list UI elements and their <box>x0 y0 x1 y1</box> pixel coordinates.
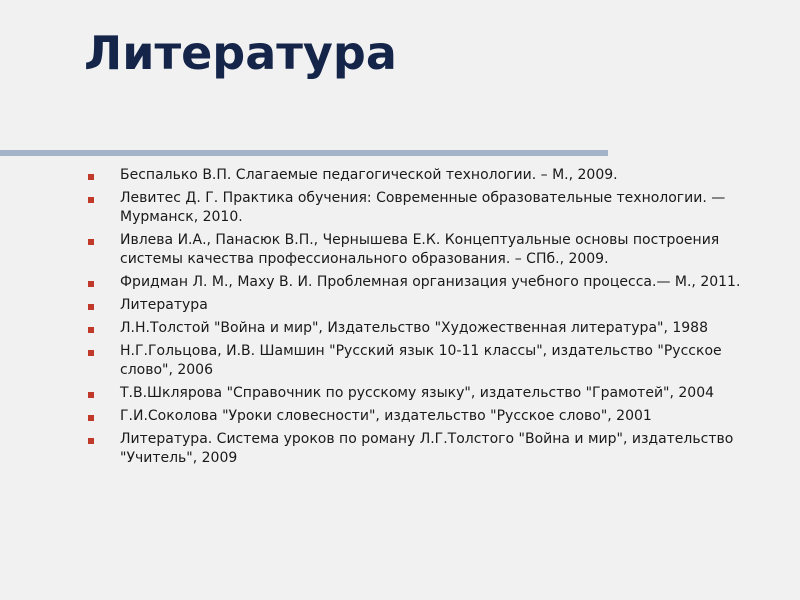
list-item <box>88 430 768 468</box>
list-item <box>88 231 768 269</box>
square-bullet-icon <box>88 350 94 356</box>
list-item-text: Т.В.Шклярова "Справочник по русскому языку", издательство "Грамотей", 2004 <box>120 385 715 401</box>
list-item-text: Л.Н.Толстой "Война и мир", Издательство "Художественная литература", 1988 <box>120 320 708 336</box>
bibliography-list <box>88 166 768 472</box>
square-bullet-icon <box>88 304 94 310</box>
list-item <box>88 273 768 292</box>
list-item <box>88 407 768 426</box>
list-item <box>88 296 768 315</box>
list-item-text: Н.Г.Гольцова, И.В. Шамшин "Русский язык 10-11 классы", издательство "Русское слово", 2006 <box>120 343 722 378</box>
list-item-text: Фридман Л. М., Маху В. И. Проблемная организация учебного процесса.— М., 2011. <box>120 274 741 290</box>
square-bullet-icon <box>88 239 94 245</box>
list-item-text: Беспалько В.П. Слагаемые педагогической технологии. – М., 2009. <box>120 167 618 183</box>
square-bullet-icon <box>88 327 94 333</box>
list-item-text: Г.И.Соколова "Уроки словесности", издательство "Русское слово", 2001 <box>120 408 652 424</box>
list-item-text: Литература <box>120 297 208 313</box>
square-bullet-icon <box>88 174 94 180</box>
square-bullet-icon <box>88 415 94 421</box>
slide-title: Литература <box>84 26 397 80</box>
square-bullet-icon <box>88 438 94 444</box>
square-bullet-icon <box>88 197 94 203</box>
list-item-text: Литература. Система уроков по роману Л.Г.Толстого "Война и мир", издательство "Учитель", 2009 <box>120 431 734 466</box>
square-bullet-icon <box>88 281 94 287</box>
list-item <box>88 189 768 227</box>
list-item-text: Ивлева И.А., Панасюк В.П., Чернышева Е.К. Концептуальные основы построения системы качества профессионального образования. – СПб., 2009. <box>120 232 720 267</box>
list-item <box>88 384 768 403</box>
list-item <box>88 342 768 380</box>
square-bullet-icon <box>88 392 94 398</box>
list-item-text: Левитес Д. Г. Практика обучения: Современные образовательные технологии. — Мурманск, 2010. <box>120 190 726 225</box>
list-item <box>88 319 768 338</box>
list-item <box>88 166 768 185</box>
title-divider <box>0 150 608 156</box>
